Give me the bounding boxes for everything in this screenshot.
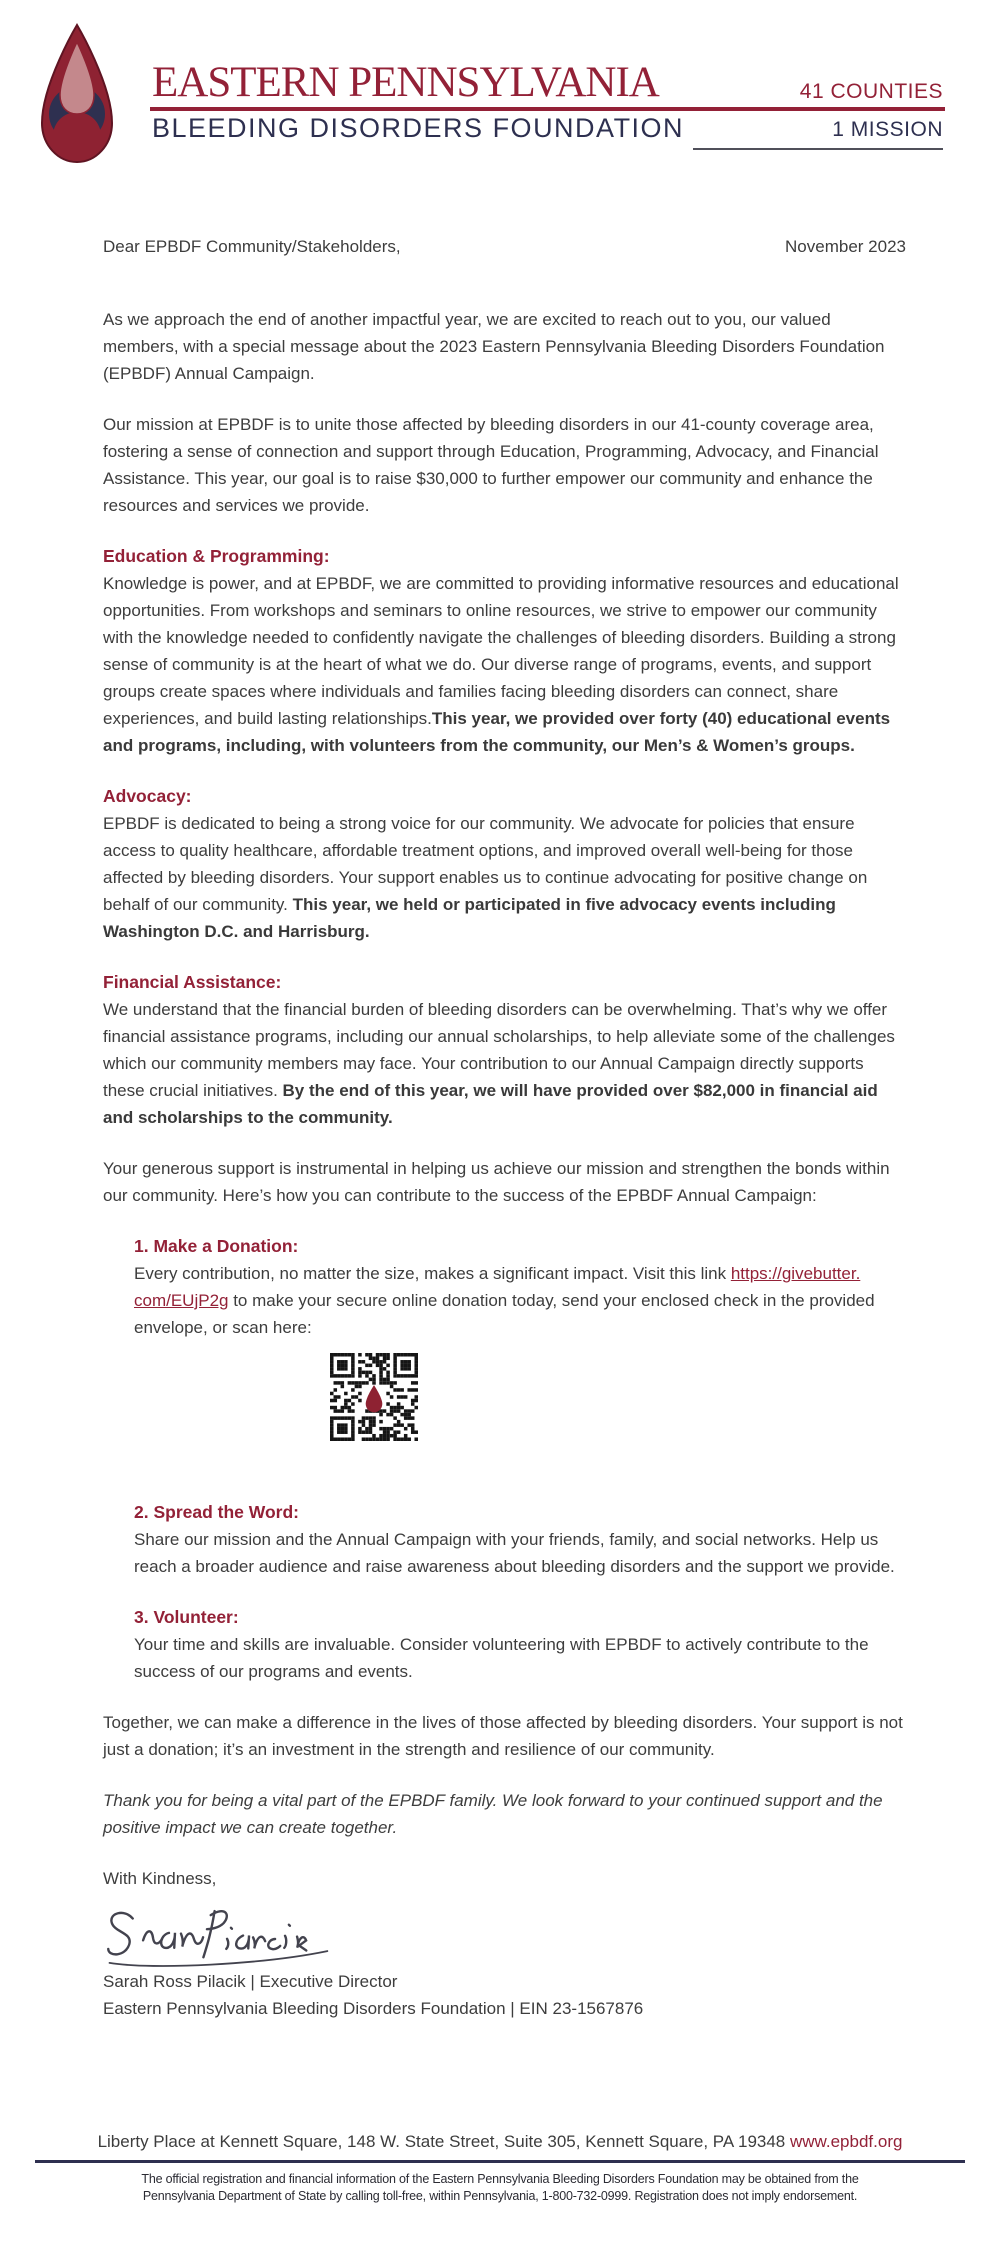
mission-underline	[693, 148, 943, 150]
list-item-donation-text: Every contribution, no matter the size, makes a significant impact. Visit this link https://givebutter.com/EUjP2g to make your secure online donation today, send your enclosed check in the provided envelope, or scan here:	[134, 1264, 875, 1337]
signoff: With Kindness,	[103, 1869, 217, 1888]
salutation: Dear EPBDF Community/Stakeholders,	[103, 237, 401, 256]
education-paragraph: Knowledge is power, and at EPBDF, we are committed to providing informative resources and educational opportunities. From workshops and seminars to online resources, we strive to empower our community with the knowledge needed to confidently navigate the challenges of bleeding disorders. Building a strong sense of community is at the heart of what we do. Our diverse range of programs, events, and support groups create spaces where individuals and families facing bleeding disorders can connect, share experiences, and build lasting relationships.This year, we provided over forty (40) educational events and programs, including, with volunteers from the community, our Men’s & Women’s groups.	[103, 574, 899, 755]
financial-bold-run: By the end of this year, we will have provided over $82,000 in financial aid and scholarships to the community.	[103, 1081, 878, 1127]
financial-paragraph: We understand that the financial burden of bleeding disorders can be overwhelming. That’s why we offer financial assistance programs, including our annual scholarships, to help alleviate some of the challenges which our community members may face. Your contribution to our Annual Campaign directly supports these crucial initiatives. By the end of this year, we will have provided over $82,000 in financial aid and scholarships to the community.	[103, 1000, 895, 1127]
donation-qr-code	[330, 1353, 418, 1441]
salutation-row	[103, 233, 906, 260]
education-heading: Education & Programming:	[103, 546, 330, 566]
header-maroon-rule	[150, 107, 945, 111]
list-item-volunteer-text: Your time and skills are invaluable. Consider volunteering with EPBDF to actively contribute to the success of our programs and events.	[134, 1635, 869, 1681]
list-item-volunteer-heading: 3. Volunteer:	[134, 1607, 239, 1627]
footer-navy-rule	[35, 2160, 965, 2163]
thanks-paragraph: Thank you for being a vital part of the EPBDF family. We look forward to your continued support and the positive impact we can create together.	[103, 1791, 883, 1837]
counties-tagline: 41 COUNTIES	[799, 80, 943, 103]
list-item-spread-text: Share our mission and the Annual Campaign with your friends, family, and social networks. Help us reach a broader audience and raise awareness about bleeding disorders and the support we provide.	[134, 1530, 895, 1576]
advocacy-heading: Advocacy:	[103, 786, 192, 806]
list-item-spread-heading: 2. Spread the Word:	[134, 1502, 299, 1522]
intro-paragraph-2: Our mission at EPBDF is to unite those affected by bleeding disorders in our 41-county coverage area, fostering a sense of connection and support through Education, Programming, Advocacy, and Financial Assistance. This year, our goal is to raise $30,000 to further empower our community and enhance the resources and services we provide.	[103, 415, 879, 515]
signature-block	[103, 1968, 906, 2022]
handwritten-signature	[102, 1891, 906, 1971]
education-bold-run: This year, we provided over forty (40) educational events and programs, including, with volunteers from the community, our Men’s & Women’s groups.	[103, 709, 891, 755]
letter-body	[103, 233, 906, 2022]
support-paragraph: Your generous support is instrumental in helping us achieve our mission and strengthen the bonds within our community. Here’s how you can contribute to the success of the EPBDF Annual Campaign:	[103, 1159, 890, 1205]
signature-org: Eastern Pennsylvania Bleeding Disorders Foundation | EIN 23-1567876	[103, 1999, 644, 2018]
financial-heading: Financial Assistance:	[103, 972, 282, 992]
mission-tagline: 1 MISSION	[832, 118, 943, 141]
org-name-line2: BLEEDING DISORDERS FOUNDATION	[152, 113, 685, 143]
footer-address: Liberty Place at Kennett Square, 148 W. State Street, Suite 305, Kennett Square, PA 19348 www.epbdf.org	[97, 2132, 903, 2151]
registration-fine-print: The official registration and financial information of the Eastern Pennsylvania Bleeding Disorders Foundation may be obtained from the Pennsylvania Department of State by calling toll-free, within Pennsylvania, 1-800-732-0999. Registration does not imply endorsement.	[141, 2172, 859, 2203]
advocacy-paragraph: EPBDF is dedicated to being a strong voice for our community. We advocate for policies that ensure access to quality healthcare, affordable treatment options, and improved overall well-being for those affected by bleeding disorders. Your support enables us to continue advocating for positive change on behalf of our community. This year, we held or participated in five advocacy events including Washington D.C. and Harrisburg.	[103, 814, 868, 941]
closing-paragraph: Together, we can make a difference in the lives of those affected by bleeding disorders. Your support is not just a donation; it’s an investment in the strength and resilience of our community.	[103, 1713, 903, 1759]
blood-drop-logo	[38, 22, 116, 169]
intro-paragraph-1: As we approach the end of another impactful year, we are excited to reach out to you, our valued members, with a special message about the 2023 Eastern Pennsylvania Bleeding Disorders Foundation (EPBDF) Annual Campaign.	[103, 310, 885, 383]
org-name-line1: EASTERN PENNSYLVANIA	[152, 59, 659, 106]
campaign-list	[134, 1233, 906, 1685]
signature-name: Sarah Ross Pilacik | Executive Director	[103, 1972, 398, 1991]
website-link[interactable]: www.epbdf.org	[789, 2132, 903, 2151]
advocacy-bold-run: This year, we held or participated in five advocacy events including Washington D.C. and Harrisburg.	[103, 895, 836, 941]
givebutter-link[interactable]: https://givebutter.com/EUjP2g	[134, 1264, 861, 1310]
list-item-donation-heading: 1. Make a Donation:	[134, 1236, 299, 1256]
letter-date: November 2023	[785, 237, 906, 256]
